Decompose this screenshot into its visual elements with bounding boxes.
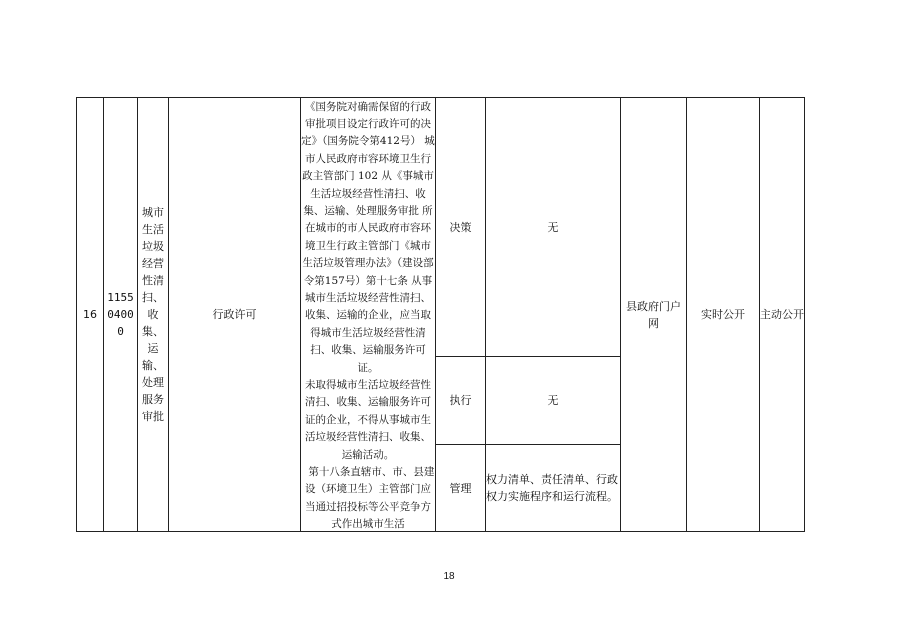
disclosure-table: [76, 97, 805, 532]
legal-basis-cell: [301, 98, 436, 532]
page-number: 18: [443, 571, 455, 582]
publication-channel: 县政府门户网: [621, 98, 687, 532]
table-row: [77, 98, 805, 357]
item-name-cell: [138, 98, 169, 532]
stage-label-management: 管理: [436, 445, 486, 532]
stage-label-execution: 执行: [436, 357, 486, 445]
item-code: 115504000: [104, 98, 138, 532]
row-index: 16: [77, 98, 104, 532]
legal-basis-text: 《国务院对确需保留的行政审批项目设定行政许可的决定》（国务院令第412号） 城市人民政府市容环境卫生行政主管部门 102 从《事城市生活垃圾经营性清扫、收集、运输、处理服务审批 所在城市的市人民政府市容环境卫生行政主管部门《城市生活垃圾管理办法》（建设部令第157号）第十七条 从事城市生活垃圾经营性清扫、收集、运输的企业，应当取得城市生活垃圾经营性清扫、收集、运输服务许可证。 未取得城市生活垃圾经营性清扫、收集、运输服务许可证的企业，不得从事城市生活垃圾经营性清扫、收集、运输活动。 第十八条直辖市、市、县建设（环境卫生）主管部门应当通过招投标等公平竞争方式作出城市生活: [301, 100, 435, 531]
publication-mode: 主动公开: [760, 98, 805, 532]
stage-content-execution: 无: [486, 357, 621, 445]
item-type: 行政许可: [169, 98, 301, 532]
stage-content-decision: 无: [486, 98, 621, 357]
item-name: 城市生活垃圾经营性清扫、收集、运输、处理服务审批: [142, 206, 164, 423]
stage-content-management: 权力清单、责任清单、行政权力实施程序和运行流程。: [486, 445, 621, 532]
publication-timing: 实时公开: [687, 98, 760, 532]
stage-label-decision: 决策: [436, 98, 486, 357]
